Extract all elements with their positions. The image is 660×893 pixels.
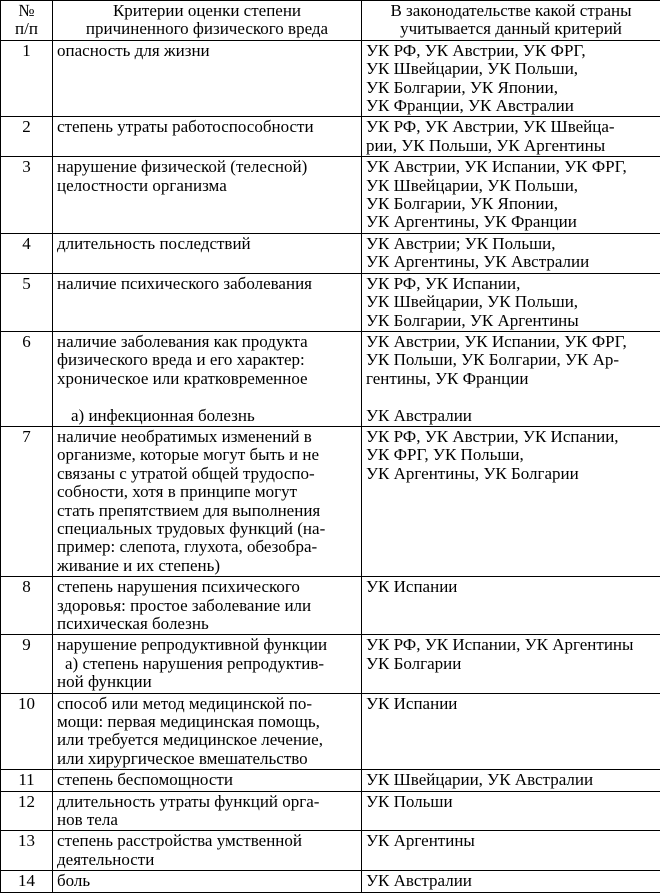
row-law	[362, 871, 660, 892]
law-line: УК Аргентины	[366, 832, 656, 850]
table-row	[1, 791, 660, 831]
table-row	[1, 831, 660, 871]
law-subline: УК Австралии	[366, 407, 656, 425]
row-law	[362, 331, 660, 426]
criteria-line: целостности организма	[57, 177, 357, 195]
criteria-line: а) степень нарушения репродуктив-	[57, 655, 357, 673]
row-law	[362, 426, 660, 576]
row-number: 2	[1, 117, 53, 157]
criteria-subline: а) инфекционная болезнь	[57, 407, 357, 425]
spacer	[366, 388, 656, 406]
criteria-line: здоровья: простое заболевание или	[57, 597, 357, 615]
header-num	[1, 1, 53, 41]
criteria-line: или хирургическое вмешательство	[57, 750, 357, 768]
row-law	[362, 117, 660, 157]
criteria-line: пример: слепота, глухота, обезобра-	[57, 538, 357, 556]
row-criteria	[53, 331, 362, 426]
row-number: 6	[1, 331, 53, 426]
law-line: УК РФ, УК Австрии, УК Швейца-	[366, 118, 656, 136]
criteria-line: ной функции	[57, 673, 357, 691]
row-criteria	[53, 693, 362, 770]
law-line: УК Болгарии, УК Японии,	[366, 195, 656, 213]
law-line: гентины, УК Франции	[366, 370, 656, 388]
row-criteria	[53, 157, 362, 234]
law-line: УК Польши	[366, 793, 656, 811]
criteria-line: наличие заболевания как продукта	[57, 333, 357, 351]
criteria-line: мощи: первая медицинская помощь,	[57, 713, 357, 731]
law-line: УК Австрии, УК Испании, УК ФРГ,	[366, 158, 656, 176]
criteria-line: опасность для жизни	[57, 42, 357, 60]
row-number: 5	[1, 273, 53, 331]
table-row	[1, 635, 660, 693]
table-row	[1, 693, 660, 770]
row-number: 4	[1, 233, 53, 273]
criteria-line: организме, которые могут быть и не	[57, 446, 357, 464]
row-criteria	[53, 831, 362, 871]
criteria-line: наличие психического заболевания	[57, 275, 357, 293]
criteria-line: нарушение репродуктивной функции	[57, 636, 357, 654]
law-line: УК РФ, УК Испании, УК Аргентины	[366, 636, 656, 654]
header-criteria	[53, 1, 362, 41]
table-row	[1, 40, 660, 117]
row-criteria	[53, 233, 362, 273]
row-number: 14	[1, 871, 53, 892]
criteria-line: наличие необратимых изменений в	[57, 428, 357, 446]
criteria-line: живание и их степень)	[57, 557, 357, 575]
row-number: 8	[1, 577, 53, 635]
table-row	[1, 157, 660, 234]
table-header-row	[1, 1, 660, 41]
table-row	[1, 273, 660, 331]
law-line: УК Швейцарии, УК Польши,	[366, 293, 656, 311]
row-criteria	[53, 426, 362, 576]
criteria-line: хроническое или кратковременное	[57, 370, 357, 388]
row-number: 7	[1, 426, 53, 576]
row-number: 3	[1, 157, 53, 234]
row-law	[362, 635, 660, 693]
row-number: 10	[1, 693, 53, 770]
criteria-line: степень беспомощности	[57, 771, 357, 789]
law-line: УК РФ, УК Австрии, УК Испании,	[366, 428, 656, 446]
law-line: УК Аргентины, УК Болгарии	[366, 465, 656, 483]
row-criteria	[53, 635, 362, 693]
row-number: 9	[1, 635, 53, 693]
header-law	[362, 1, 660, 41]
row-number: 13	[1, 831, 53, 871]
row-criteria	[53, 40, 362, 117]
criteria-line: собности, хотя в принципе могут	[57, 483, 357, 501]
table-row	[1, 426, 660, 576]
row-criteria	[53, 577, 362, 635]
row-law	[362, 157, 660, 234]
law-line: УК Аргентины, УК Франции	[366, 213, 656, 231]
row-law	[362, 791, 660, 831]
table-row	[1, 233, 660, 273]
header-criteria-line2: причиненного физического вреда	[57, 20, 357, 38]
law-line: УК РФ, УК Австрии, УК ФРГ,	[366, 42, 656, 60]
table-row	[1, 770, 660, 791]
law-line: УК ФРГ, УК Польши,	[366, 446, 656, 464]
law-line: УК РФ, УК Испании,	[366, 275, 656, 293]
law-line: УК Аргентины, УК Австралии	[366, 253, 656, 271]
criteria-line: или требуется медицинское лечение,	[57, 731, 357, 749]
law-line: УК Болгарии, УК Японии,	[366, 79, 656, 97]
law-line: УК Австрии; УК Польши,	[366, 235, 656, 253]
header-num-line2: п/п	[5, 20, 48, 38]
law-line: УК Болгарии, УК Аргентины	[366, 312, 656, 330]
law-line: УК Швейцарии, УК Австралии	[366, 771, 656, 789]
law-line: УК Швейцарии, УК Польши,	[366, 177, 656, 195]
header-law-line2: учитывается данный критерий	[366, 20, 656, 38]
law-line: УК Швейцарии, УК Польши,	[366, 60, 656, 78]
row-number: 12	[1, 791, 53, 831]
row-law	[362, 233, 660, 273]
law-line: УК Испании	[366, 695, 656, 713]
law-line: УК Австралии	[366, 872, 656, 890]
row-number: 1	[1, 40, 53, 117]
row-law	[362, 273, 660, 331]
criteria-line: степень утраты работоспособности	[57, 118, 357, 136]
header-num-line1: №	[5, 2, 48, 20]
criteria-line: боль	[57, 872, 357, 890]
row-law	[362, 831, 660, 871]
spacer	[57, 388, 357, 406]
law-line: УК Польши, УК Болгарии, УК Ар-	[366, 351, 656, 369]
criteria-line: нов тела	[57, 811, 357, 829]
row-law	[362, 693, 660, 770]
criteria-line: стать препятствием для выполнения	[57, 502, 357, 520]
criteria-line: степень нарушения психического	[57, 578, 357, 596]
criteria-line: специальных трудовых функций (на-	[57, 520, 357, 538]
criteria-line: нарушение физической (телесной)	[57, 158, 357, 176]
header-law-line1: В законодательстве какой страны	[366, 2, 656, 20]
table-row	[1, 871, 660, 892]
criteria-line: деятельности	[57, 851, 357, 869]
criteria-line: степень расстройства умственной	[57, 832, 357, 850]
law-line: УК Испании	[366, 578, 656, 596]
table-row	[1, 117, 660, 157]
row-law	[362, 40, 660, 117]
criteria-line: психическая болезнь	[57, 615, 357, 633]
row-law	[362, 577, 660, 635]
law-line: рии, УК Польши, УК Аргентины	[366, 137, 656, 155]
criteria-line: физического вреда и его характер:	[57, 351, 357, 369]
table-row	[1, 577, 660, 635]
row-law	[362, 770, 660, 791]
header-criteria-line1: Критерии оценки степени	[57, 2, 357, 20]
criteria-line: способ или метод медицинской по-	[57, 695, 357, 713]
row-number: 11	[1, 770, 53, 791]
row-criteria	[53, 273, 362, 331]
criteria-line: связаны с утратой общей трудоспо-	[57, 465, 357, 483]
criteria-line: длительность утраты функций орга-	[57, 793, 357, 811]
law-line: УК Франции, УК Австралии	[366, 97, 656, 115]
row-criteria	[53, 791, 362, 831]
row-criteria	[53, 871, 362, 892]
law-line: УК Австрии, УК Испании, УК ФРГ,	[366, 333, 656, 351]
row-criteria	[53, 770, 362, 791]
row-criteria	[53, 117, 362, 157]
law-line: УК Болгарии	[366, 655, 656, 673]
table-row	[1, 331, 660, 426]
criteria-line: длительность последствий	[57, 235, 357, 253]
